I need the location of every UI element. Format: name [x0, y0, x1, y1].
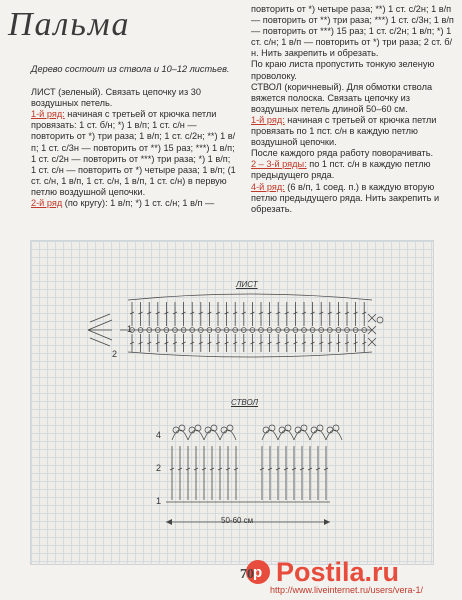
- leaf-chart-label: ЛИСТ: [236, 280, 258, 289]
- row-label: 4-й ряд:: [251, 181, 285, 192]
- trunk-arc-symbol: [326, 430, 342, 440]
- trunk-row-4-number: 4: [156, 430, 162, 440]
- paragraph-text: СТВОЛ (коричневый). Для обмотки ствола вяжется полоска. Связать цепочку из воздушных петель длиной 50–60 см.: [251, 81, 433, 114]
- trunk-arc-symbol: [278, 430, 294, 440]
- trunk-width-label: 50-60 см: [221, 516, 254, 525]
- paragraph-text: начиная с третьей от крючка петли провязать по 1 пст. с/н в каждую петлю воздушной цепочки.: [251, 114, 437, 148]
- trunk-arc-symbol: [204, 430, 220, 440]
- row-label: 1-й ряд:: [251, 114, 285, 125]
- paragraph-text: начиная с третьей от крючка петли провязать: 1 ст. б/н; *) 1 в/п; 1 ст. с/н — повторить от *) три раза; 1 в/п; 1 ст. с/2н; **) 1 в/п; 1 ст. с/3н — повторить от **) 15 раз; ***) 1 в/п; 1 ст. с/2н — повторить от ***) три раза; *) 1 в/п; 1 ст. с/н — повторить от *) четыре раза; 1 в/п; (1 ст. с/н, 1 в/п, 1 ст. с/н, 1 в/п, 1 ст. с/н) в первую петлю воздушной цепочки.: [31, 109, 236, 197]
- logo-mark-letter: p: [253, 564, 263, 581]
- paragraph-text: После каждого ряда работу поворачивать.: [251, 148, 434, 159]
- paragraph-text: По краю листа пропустить тонкую зеленую проволоку.: [251, 59, 435, 81]
- trunk-diagram: [166, 425, 342, 525]
- paragraph-text: по 1 пст. с/н в каждую петлю предыдущего ряда.: [251, 159, 431, 181]
- trunk-chart-label: СТВОЛ: [231, 398, 258, 407]
- intro-text: Дерево состоит из ствола и 10–12 листьев.: [31, 64, 230, 74]
- page-number: 70: [240, 567, 254, 582]
- leaf-end-chain: [377, 317, 383, 323]
- paragraph-text: ЛИСТ (зеленый). Связать цепочку из 30 воздушных петель.: [31, 87, 201, 109]
- trunk-stitches: [170, 425, 342, 500]
- leaf-diagram: [88, 294, 383, 357]
- trunk-arc-symbol: [220, 430, 236, 440]
- trunk-arc-symbol: [188, 430, 204, 440]
- page-title: Пальма: [8, 6, 131, 43]
- row-label: 2 – 3-й ряды:: [251, 159, 307, 170]
- paragraph-text: (6 в/п, 1 соед. п.) в каждую вторую петлю предыдущего ряда. Нить закрепить и обрезать.: [251, 181, 440, 214]
- trunk-row-2-number: 2: [156, 463, 162, 473]
- watermark-url: http://www.liveinternet.ru/users/vera-1/: [270, 585, 424, 595]
- leaf-arc-bottom: [128, 352, 372, 357]
- trunk-arc-symbol: [294, 430, 310, 440]
- logo-wordmark: Postila.ru: [276, 557, 400, 587]
- paragraph-text: (по кругу): 1 в/п; *) 1 ст. с/н; 1 в/п —: [62, 198, 215, 209]
- leaf-stitches: [130, 302, 367, 352]
- paragraph-text: повторить от *) четыре раза; **) 1 ст. с/2н; 1 в/п — повторить от **) три раза; ***) 1 ст. с/3н; 1 в/п — повторить от ***) 15 раз; 1 ст. с/2н; 1 в/п; *) 1 ст. с/н; 1 в/п — повторить от *) три раза; 2 ст. б/н. Нить закрепить и обрезать.: [251, 4, 454, 59]
- watermark: [232, 545, 462, 600]
- leaf-fan: [88, 314, 112, 346]
- leaf-arc-top: [128, 294, 372, 300]
- leaf-row-1-number: 1: [127, 324, 133, 334]
- trunk-row-1-number: 1: [156, 496, 162, 506]
- leaf-row-2-number: 2: [112, 349, 118, 359]
- trunk-arc-symbol: [172, 430, 188, 440]
- row-label: 2-й ряд: [31, 198, 63, 209]
- trunk-arc-symbol: [262, 430, 278, 440]
- trunk-arc-symbol: [310, 430, 326, 440]
- row-label: 1-й ряд:: [31, 109, 65, 120]
